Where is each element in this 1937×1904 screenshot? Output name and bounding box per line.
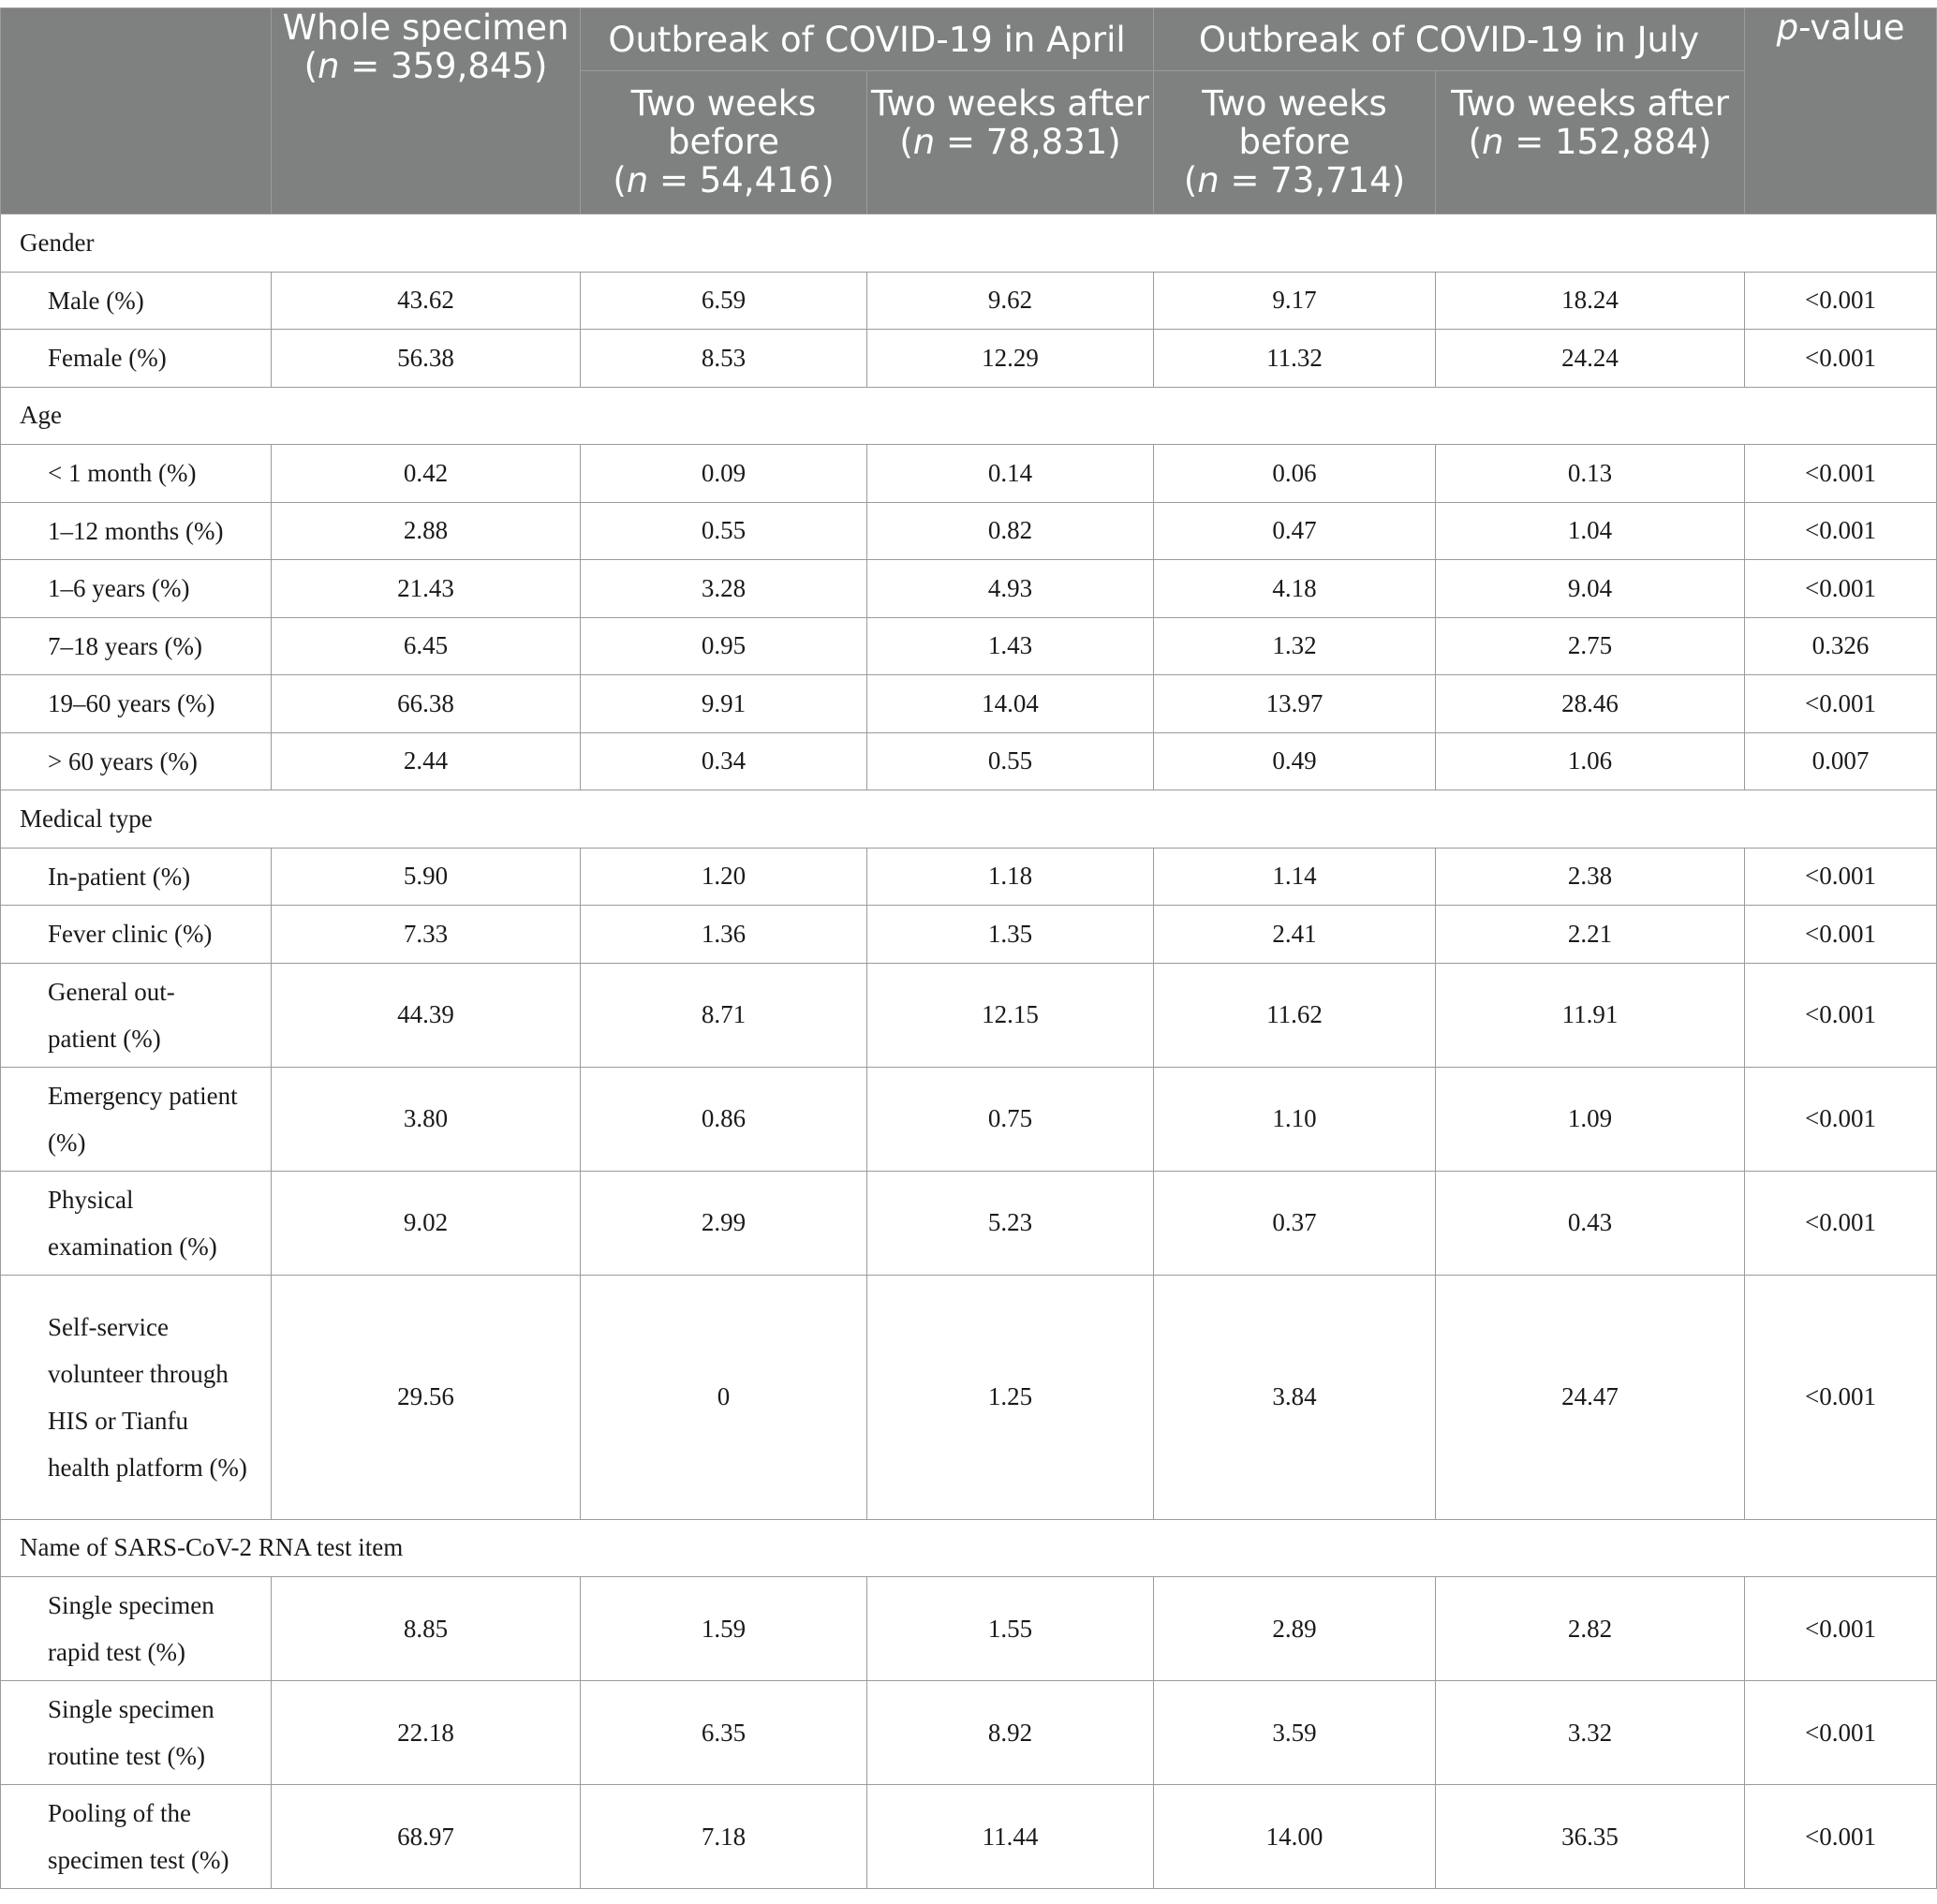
table-row: [1, 1275, 1937, 1519]
cell-whole: 3.80: [272, 1067, 581, 1171]
cell-whole: 2.44: [272, 732, 581, 790]
cell-april-after: 5.23: [867, 1171, 1154, 1275]
row-label-text: Fever clinic (%): [48, 920, 213, 949]
cell-april-before: 0.86: [581, 1067, 867, 1171]
cell-whole: 5.90: [272, 848, 581, 906]
header-april-before: Two weeks before (n = 54,416): [581, 71, 867, 214]
header-july-after: Two weeks after (n = 152,884): [1436, 71, 1745, 214]
cell-july-after: 0.43: [1436, 1171, 1745, 1275]
cell-july-after: 28.46: [1436, 675, 1745, 733]
header-n-value: = 78,831: [935, 122, 1108, 162]
row-label-text: Single specimen rapid test (%): [48, 1591, 214, 1666]
cell-july-before: 0.47: [1154, 502, 1436, 560]
table-row: [1, 502, 1937, 560]
section-row: [1, 214, 1937, 273]
cell-p-value: 0.007: [1745, 732, 1937, 790]
data-table: [0, 7, 1937, 1889]
cell-july-before: 1.10: [1154, 1067, 1436, 1171]
row-label: [1, 502, 272, 560]
table-row: [1, 272, 1937, 330]
table-row: [1, 1785, 1937, 1889]
header-n-label: n: [1482, 122, 1504, 162]
table-row: [1, 906, 1937, 964]
cell-april-before: 1.36: [581, 906, 867, 964]
cell-july-after: 24.24: [1436, 330, 1745, 388]
cell-july-after: 3.32: [1436, 1681, 1745, 1785]
header-n-value: = 73,714: [1219, 160, 1392, 200]
cell-july-after: 24.47: [1436, 1275, 1745, 1519]
cell-april-before: 0.55: [581, 502, 867, 560]
row-label-text: 1–6 years (%): [48, 574, 190, 603]
cell-whole: 22.18: [272, 1681, 581, 1785]
cell-july-before: 0.06: [1154, 445, 1436, 503]
cell-april-before: 0: [581, 1275, 867, 1519]
cell-april-after: 0.55: [867, 732, 1154, 790]
cell-april-before: 8.71: [581, 963, 867, 1067]
cell-p-value: <0.001: [1745, 1067, 1937, 1171]
row-label-text: 1–12 months (%): [48, 516, 224, 545]
cell-p-value: 0.326: [1745, 617, 1937, 675]
row-label: [1, 732, 272, 790]
cell-p-value: <0.001: [1745, 272, 1937, 330]
section-row: [1, 387, 1937, 445]
cell-april-after: 0.14: [867, 445, 1154, 503]
cell-april-after: 1.25: [867, 1275, 1154, 1519]
header-n-label: n: [626, 160, 649, 200]
row-label: [1, 445, 272, 503]
cell-april-before: 8.53: [581, 330, 867, 388]
cell-p-value: <0.001: [1745, 1171, 1937, 1275]
cell-p-value: <0.001: [1745, 502, 1937, 560]
cell-july-after: 36.35: [1436, 1785, 1745, 1889]
row-label: [1, 617, 272, 675]
row-label: [1, 1785, 272, 1889]
cell-p-value: <0.001: [1745, 560, 1937, 618]
cell-april-before: 1.20: [581, 848, 867, 906]
cell-april-after: 1.43: [867, 617, 1154, 675]
cell-july-after: 2.82: [1436, 1577, 1745, 1681]
cell-p-value: <0.001: [1745, 675, 1937, 733]
cell-april-before: 6.35: [581, 1681, 867, 1785]
cell-april-after: 0.82: [867, 502, 1154, 560]
cell-whole: 29.56: [272, 1275, 581, 1519]
header-p-letter: p: [1776, 7, 1799, 48]
header-n-value: = 152,884: [1503, 122, 1699, 162]
cell-april-before: 9.91: [581, 675, 867, 733]
row-label: [1, 906, 272, 964]
cell-april-before: 0.09: [581, 445, 867, 503]
header-title: Whole specimen: [282, 7, 569, 48]
cell-april-after: 0.75: [867, 1067, 1154, 1171]
cell-whole: 6.45: [272, 617, 581, 675]
section-label: Age: [1, 387, 1937, 445]
cell-april-after: 1.35: [867, 906, 1154, 964]
cell-p-value: <0.001: [1745, 1577, 1937, 1681]
cell-july-after: 18.24: [1436, 272, 1745, 330]
cell-april-after: 1.18: [867, 848, 1154, 906]
header-p-value: [1745, 8, 1937, 214]
cell-p-value: <0.001: [1745, 1681, 1937, 1785]
cell-april-before: 2.99: [581, 1171, 867, 1275]
row-label-text: Single specimen routine test (%): [48, 1695, 214, 1770]
cell-july-before: 14.00: [1154, 1785, 1436, 1889]
row-label-text: Physical examination (%): [48, 1185, 217, 1261]
header-n-label: n: [1197, 160, 1220, 200]
cell-july-after: 2.21: [1436, 906, 1745, 964]
cell-july-before: 3.59: [1154, 1681, 1436, 1785]
row-label: [1, 330, 272, 388]
header-whole-specimen: Whole specimen (n = 359,845): [272, 8, 581, 214]
cell-april-after: 4.93: [867, 560, 1154, 618]
cell-july-before: 1.14: [1154, 848, 1436, 906]
cell-july-before: 2.89: [1154, 1577, 1436, 1681]
table-body: [1, 214, 1937, 1889]
cell-july-before: 0.49: [1154, 732, 1436, 790]
cell-april-after: 1.55: [867, 1577, 1154, 1681]
cell-p-value: <0.001: [1745, 1785, 1937, 1889]
cell-july-after: 1.06: [1436, 732, 1745, 790]
cell-whole: 2.88: [272, 502, 581, 560]
row-label-text: > 60 years (%): [48, 746, 198, 775]
row-label-text: Emergency patient (%): [48, 1081, 238, 1157]
cell-july-after: 1.09: [1436, 1067, 1745, 1171]
cell-july-before: 4.18: [1154, 560, 1436, 618]
table-row: [1, 732, 1937, 790]
cell-april-after: 11.44: [867, 1785, 1154, 1889]
cell-whole: 0.42: [272, 445, 581, 503]
cell-p-value: <0.001: [1745, 1275, 1937, 1519]
header-july-group: Outbreak of COVID-19 in July: [1154, 8, 1745, 71]
table-header: [1, 8, 1937, 214]
cell-whole: 9.02: [272, 1171, 581, 1275]
section-row: [1, 1519, 1937, 1577]
cell-july-before: 3.84: [1154, 1275, 1436, 1519]
cell-july-after: 0.13: [1436, 445, 1745, 503]
row-label-text: Female (%): [48, 344, 167, 373]
header-n-label: n: [318, 46, 340, 86]
cell-july-before: 1.32: [1154, 617, 1436, 675]
cell-july-before: 11.32: [1154, 330, 1436, 388]
cell-p-value: <0.001: [1745, 963, 1937, 1067]
header-n-value: = 359,845: [339, 46, 534, 86]
header-title: Two weeks after: [1451, 83, 1729, 124]
cell-july-after: 2.38: [1436, 848, 1745, 906]
section-label: Medical type: [1, 790, 1937, 849]
row-label-text: 19–60 years (%): [48, 689, 215, 718]
table-row: [1, 560, 1937, 618]
cell-whole: 68.97: [272, 1785, 581, 1889]
cell-april-before: 1.59: [581, 1577, 867, 1681]
row-label: [1, 1681, 272, 1785]
cell-whole: 66.38: [272, 675, 581, 733]
row-label-text: < 1 month (%): [48, 459, 197, 488]
cell-whole: 43.62: [272, 272, 581, 330]
cell-july-after: 11.91: [1436, 963, 1745, 1067]
cell-july-before: 9.17: [1154, 272, 1436, 330]
row-label-text: 7–18 years (%): [48, 631, 202, 660]
cell-april-after: 12.15: [867, 963, 1154, 1067]
header-p-rest: -value: [1798, 7, 1905, 48]
row-label-text: Self-service volunteer through HIS or Tianfu health platform (%): [48, 1312, 247, 1482]
cell-whole: 8.85: [272, 1577, 581, 1681]
cell-whole: 44.39: [272, 963, 581, 1067]
cell-april-before: 6.59: [581, 272, 867, 330]
row-label: [1, 1067, 272, 1171]
cell-april-before: 7.18: [581, 1785, 867, 1889]
cell-april-before: 0.95: [581, 617, 867, 675]
header-corner: [1, 8, 272, 214]
cell-july-before: 0.37: [1154, 1171, 1436, 1275]
cell-july-before: 13.97: [1154, 675, 1436, 733]
cell-p-value: <0.001: [1745, 848, 1937, 906]
header-n-label: n: [912, 122, 936, 162]
row-label-text: Male (%): [48, 286, 144, 315]
cell-april-before: 3.28: [581, 560, 867, 618]
header-title: Two weeks before: [1202, 83, 1387, 162]
cell-july-before: 11.62: [1154, 963, 1436, 1067]
cell-july-before: 2.41: [1154, 906, 1436, 964]
table-row: [1, 617, 1937, 675]
table-row: [1, 1577, 1937, 1681]
cell-july-after: 9.04: [1436, 560, 1745, 618]
row-label: [1, 1275, 272, 1519]
table-row: [1, 330, 1937, 388]
section-label: Name of SARS-CoV-2 RNA test item: [1, 1519, 1937, 1577]
row-label: [1, 272, 272, 330]
header-july-before: Two weeks before (n = 73,714): [1154, 71, 1436, 214]
cell-april-after: 8.92: [867, 1681, 1154, 1785]
header-april-after: Two weeks after (n = 78,831): [867, 71, 1154, 214]
cell-p-value: <0.001: [1745, 906, 1937, 964]
cell-april-after: 9.62: [867, 272, 1154, 330]
row-label-text: Pooling of the specimen test (%): [48, 1799, 229, 1874]
row-label: [1, 1171, 272, 1275]
cell-april-after: 12.29: [867, 330, 1154, 388]
row-label-text: General out-patient (%): [48, 977, 175, 1053]
header-title: Two weeks after: [871, 83, 1149, 124]
header-title: Two weeks before: [630, 83, 817, 162]
table-row: [1, 445, 1937, 503]
section-row: [1, 790, 1937, 849]
table-row: [1, 963, 1937, 1067]
cell-p-value: <0.001: [1745, 445, 1937, 503]
table-row: [1, 675, 1937, 733]
cell-april-after: 14.04: [867, 675, 1154, 733]
cell-july-after: 1.04: [1436, 502, 1745, 560]
cell-whole: 56.38: [272, 330, 581, 388]
row-label: [1, 560, 272, 618]
row-label-text: In-patient (%): [48, 862, 191, 891]
table-row: [1, 848, 1937, 906]
cell-whole: 7.33: [272, 906, 581, 964]
row-label: [1, 1577, 272, 1681]
header-april-group: Outbreak of COVID-19 in April: [581, 8, 1154, 71]
table-row: [1, 1067, 1937, 1171]
table-row: [1, 1681, 1937, 1785]
cell-whole: 21.43: [272, 560, 581, 618]
row-label: [1, 848, 272, 906]
table-row: [1, 1171, 1937, 1275]
cell-july-after: 2.75: [1436, 617, 1745, 675]
row-label: [1, 675, 272, 733]
row-label: [1, 963, 272, 1067]
cell-april-before: 0.34: [581, 732, 867, 790]
cell-p-value: <0.001: [1745, 330, 1937, 388]
header-n-value: = 54,416: [648, 160, 821, 200]
section-label: Gender: [1, 214, 1937, 273]
